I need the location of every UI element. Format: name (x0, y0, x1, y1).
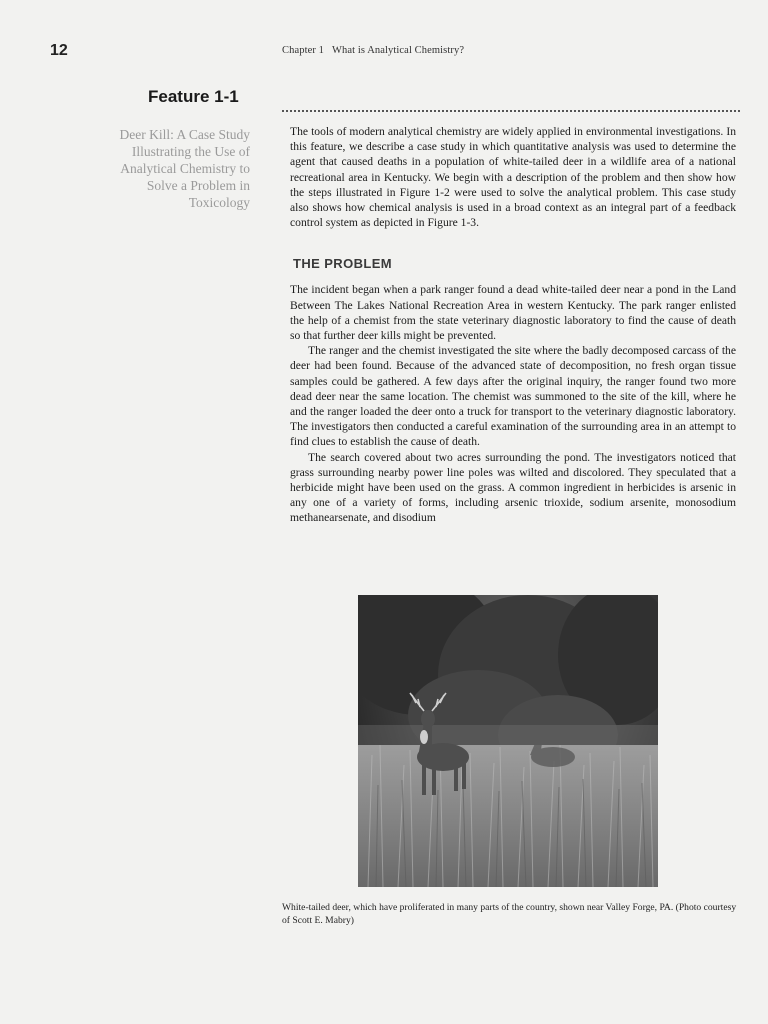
dotted-divider (282, 110, 740, 112)
running-head (282, 45, 464, 56)
section-heading: THE PROBLEM (293, 256, 393, 272)
body-paragraph: The incident began when a park ranger found a dead white-tailed deer near a pond in the Land Between The Lakes National Recreation Area in western Kentucky. The park ranger enlisted the help of a chemist from the state veterinary diagnostic laboratory to find the cause of death so that further deer kills might be prevented. (290, 283, 736, 343)
page-number: 12 (50, 42, 68, 59)
intro-paragraph: The tools of modern analytical chemistry are widely applied in environmental investigations. In this feature, we describe a case study in which quantitative analysis was used to determine the agent that caused deaths in a population of white-tailed deer in a wildlife area of a national recreational area in Kentucky. We begin with a description of the problem and then show how the steps illustrated in Figure 1-2 were used to solve the analytical problem. This case study also shows how chemical analysis is used in a broad context as an integral part of a feedback control system as depicted in Figure 1-3. (290, 125, 736, 230)
feature-sidebar-title: Deer Kill: A Case Study Illustrating the Use of Analytical Chemistry to Solve a Problem in Toxicology (119, 127, 250, 210)
body-paragraph: The search covered about two acres surrounding the pond. The investigators noticed that grass surrounding nearby power line poles was wilted and discolored. They speculated that a herbicide might have been used on the grass. A common ingredient in herbicides is arsenic in any one of a variety of forms, including arsenic trioxide, sodium arsenite, monosodium methanearsenate, and disodium (290, 450, 736, 525)
main-text-column (290, 124, 736, 526)
feature-label: Feature 1-1 (148, 87, 239, 106)
chapter-label: Chapter 1 (282, 45, 325, 56)
figure-caption: White-tailed deer, which have proliferated in many parts of the country, shown near Valley Forge, PA. (Photo courtesy of Scott E. Mabry) (282, 902, 737, 926)
chapter-title: What is Analytical Chemistry? (332, 45, 465, 56)
deer-photo-illustration (358, 595, 658, 887)
body-paragraph: The ranger and the chemist investigated the site where the badly decomposed carcass of the deer had been found. Because of the advanced state of decomposition, no fresh organ tissue samples could be gathered. A few days after the original inquiry, the ranger found two more dead deer near the same location. The chemist was summoned to the site of the kill, where he and the ranger loaded the deer onto a truck for transport to the veterinary diagnostic laboratory. The investigators then conducted a careful examination of the surrounding area in an attempt to find clues to establish the cause of death. (290, 344, 736, 449)
deer-photo (358, 595, 658, 887)
